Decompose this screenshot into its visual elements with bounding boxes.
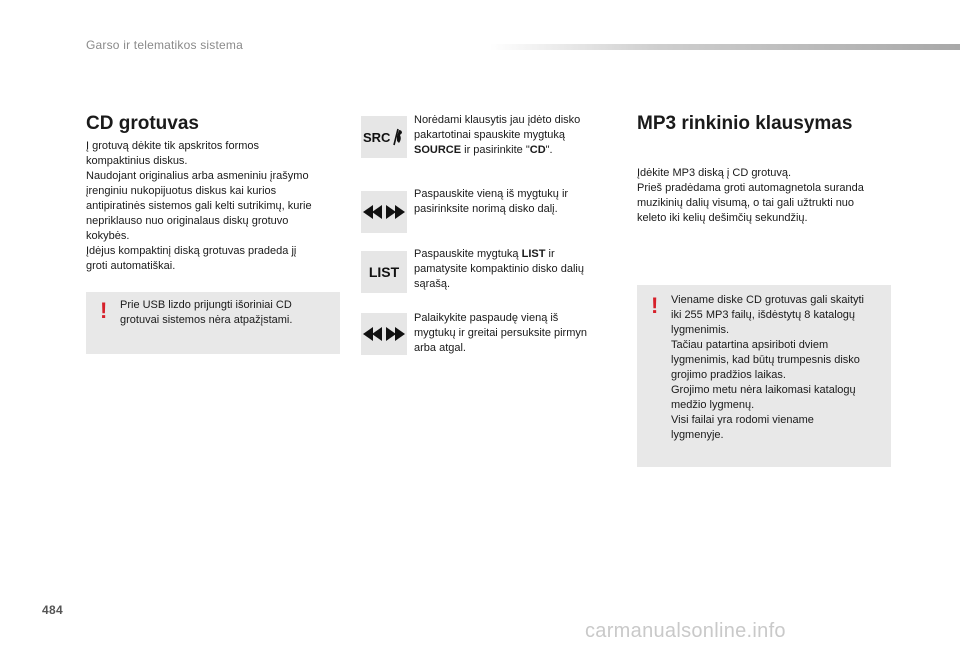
- mp3-heading: MP3 rinkinio klausymas: [637, 113, 853, 134]
- cd-player-paragraph: Į grotuvą dėkite tik apskritos formos kompaktinius diskus. Naudojant originalius arba asmeniniu įrašymo įrenginiu nukopijuotus diskus kai kurios antipiratinės sistemos gali kelti sutrikimų, kurie nepriklauso nuo originalaus diskų grotuvo kokybės. Įdėjus kompaktinį diską grotuvas pradeda jį groti automatiškai.: [86, 140, 312, 272]
- mp3-warning-note: [637, 285, 891, 467]
- list-instruction: Paspauskite mygtuką LIST ir pamatysite kompaktinio disko dalių sąrašą.: [414, 248, 584, 290]
- cd-player-heading: CD grotuvas: [86, 113, 199, 134]
- mp3-paragraph: Įdėkite MP3 diską į CD grotuvą. Prieš pradėdama groti automagnetola suranda muzikinių dalių visumą, o tai gali užtrukti nuo keleto iki kelių dešimčių sekundžių.: [637, 167, 864, 224]
- seek-buttons-icon: [361, 313, 407, 355]
- mp3-warning-text: Viename diske CD grotuvas gali skaityti iki 255 MP3 failų, išdėstytų 8 katalogų lygmenimis. Tačiau patartina apsiriboti dviem lygmenimis, kad būtų trumpesnis disko grojimo pradžios laikas. Grojimo metu nėra laikomasi katalogų medžio lygmenų. Visi failai yra rodomi viename lygmenyje.: [671, 294, 864, 441]
- page-number: 484: [42, 603, 63, 617]
- usb-warning-text: Prie USB lizdo prijungti išoriniai CD grotuvai sistemos nėra atpažįstami.: [120, 299, 293, 326]
- warning-icon: !: [651, 293, 659, 318]
- fast-seek-instruction: Palaikykite paspaudę vieną iš mygtukų ir greitai persuksite pirmyn arba atgal.: [414, 312, 588, 354]
- warning-icon: !: [100, 298, 108, 323]
- src-instruction: Norėdami klausytis jau įdėto disko pakartotinai spauskite mygtuką SOURCE ir pasirinkite "CD".: [414, 114, 581, 156]
- src-button-icon: [361, 116, 407, 158]
- header-decoration-bar: [490, 44, 960, 50]
- list-button-icon: LIST: [361, 251, 407, 293]
- watermark: carmanualsonline.info: [585, 620, 786, 642]
- svg-text:SRC: SRC: [363, 130, 391, 145]
- usb-warning-note: [86, 292, 340, 354]
- section-title: Garso ir telematikos sistema: [86, 38, 243, 52]
- select-part-instruction: Paspauskite vieną iš mygtukų ir pasirinksite norimą disko dalį.: [414, 188, 569, 215]
- seek-buttons-icon: [361, 191, 407, 233]
